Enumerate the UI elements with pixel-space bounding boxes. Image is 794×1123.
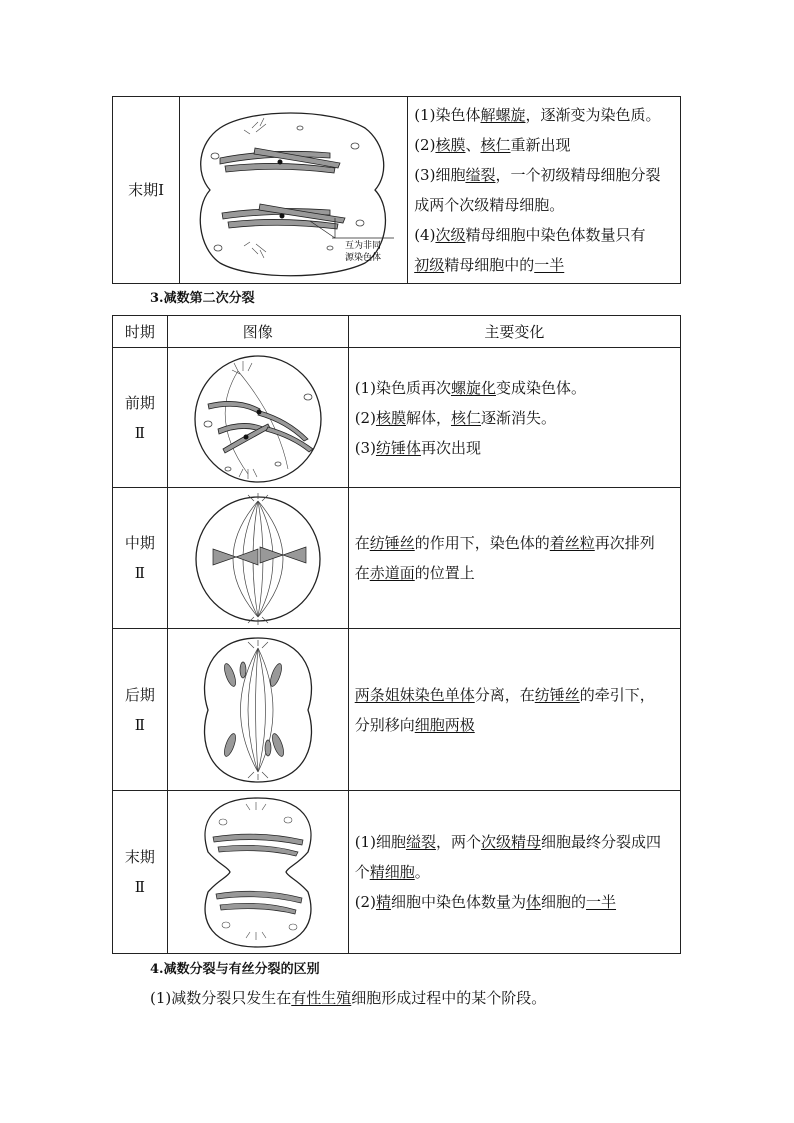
prophase2-changes: [348, 348, 680, 488]
key-term: 纺锤体: [375, 438, 421, 457]
telophase1-changes: [408, 97, 681, 284]
key-term: 细胞两极: [414, 715, 475, 734]
change-line: (3)细胞缢裂，一个初级精母细胞分裂: [414, 166, 661, 184]
anaphase2-cell-diagram: [168, 630, 348, 790]
prophase2-period: 前期 Ⅱ: [113, 348, 168, 488]
change-line: (2)精细胞中染色体数量为体细胞的一半: [354, 893, 617, 911]
key-term: 初级: [414, 256, 445, 274]
change-line: 个精细胞。: [354, 863, 430, 881]
change-line: (2)核膜解体，核仁逐渐消失。: [354, 408, 557, 427]
key-term: 缢裂: [465, 166, 496, 184]
telophase2-period: 末期 Ⅱ: [113, 791, 168, 954]
key-term: 一半: [586, 893, 617, 911]
anaphase2-changes: [348, 629, 680, 791]
metaphase2-period: 中期 Ⅱ: [113, 488, 168, 629]
header-image: 图像: [167, 316, 348, 348]
section3-title: 3.减数第二次分裂: [150, 291, 255, 306]
key-term: 两条姐妹染色单体: [354, 685, 475, 704]
metaphase2-image-cell: [167, 488, 348, 629]
change-line: (1)染色质再次螺旋化变成染色体。: [354, 378, 586, 397]
metaphase2-cell-diagram: [168, 489, 348, 628]
header-changes: 主要变化: [348, 316, 680, 348]
key-term: 次级精母: [480, 833, 541, 851]
key-term: 体: [525, 893, 541, 911]
label-nonhomologous-1: 互为非同: [345, 240, 382, 251]
telophase2-image-cell: [167, 791, 348, 954]
change-line: (1)细胞缢裂，两个次级精母细胞最终分裂成四: [354, 833, 662, 851]
change-line: 分别移向细胞两极: [354, 715, 475, 734]
prophase2-image-cell: [167, 348, 348, 488]
telophase2-changes: [348, 791, 680, 954]
key-term: 螺旋化: [450, 378, 496, 397]
telophase1-table: [112, 96, 681, 284]
change-line: 初级精母细胞中的一半: [414, 256, 565, 274]
metaphase2-changes: [348, 488, 680, 629]
key-term: 有性生殖: [291, 989, 352, 1007]
key-term: 次级: [435, 226, 466, 244]
telophase1-cell-diagram: [180, 98, 407, 283]
change-line: 成两个次级精母细胞。: [414, 196, 565, 214]
key-term: 核膜: [375, 408, 406, 427]
change-line: 在赤道面的位置上: [354, 564, 475, 582]
key-term: 着丝粒: [549, 534, 595, 552]
key-term: 缢裂: [405, 833, 436, 851]
section4-paragraph-1: (1)减数分裂只发生在有性生殖细胞形成过程中的某个阶段。: [150, 989, 547, 1007]
key-term: 纺锤丝: [534, 685, 580, 704]
telophase1-image-cell: [180, 97, 408, 284]
key-term: 核仁: [450, 408, 481, 427]
telophase2-cell-diagram: [168, 792, 348, 953]
label-nonhomologous-2: 源染色体: [345, 252, 382, 263]
key-term: 赤道面: [369, 564, 415, 582]
meiosis2-table: [112, 315, 681, 954]
key-term: 核仁: [480, 136, 511, 154]
section4-title: 4.减数分裂与有丝分裂的区别: [150, 962, 320, 977]
header-period: 时期: [113, 316, 168, 348]
change-line: (4)次级精母细胞中染色体数量只有: [414, 226, 646, 244]
change-line: (2)核膜、核仁重新出现: [414, 136, 571, 154]
change-line: 两条姐妹染色单体分离，在纺锤丝的牵引下，: [354, 685, 655, 704]
key-term: 精: [375, 893, 391, 911]
key-term: 解螺旋: [480, 106, 526, 124]
key-term: 一半: [534, 256, 565, 274]
anaphase2-period: 后期 Ⅱ: [113, 629, 168, 791]
change-line: (1)染色体解螺旋，逐渐变为染色质。: [414, 106, 661, 124]
key-term: 核膜: [435, 136, 466, 154]
anaphase2-image-cell: [167, 629, 348, 791]
key-term: 精细胞: [369, 863, 415, 881]
change-line: (3)纺锤体再次出现: [354, 438, 481, 457]
key-term: 纺锤丝: [369, 534, 415, 552]
telophase1-changes-list: [414, 100, 674, 280]
prophase2-cell-diagram: [168, 349, 348, 487]
change-line: 在纺锤丝的作用下，染色体的着丝粒再次排列: [354, 534, 655, 552]
telophase1-period: 末期Ⅰ: [113, 97, 180, 284]
